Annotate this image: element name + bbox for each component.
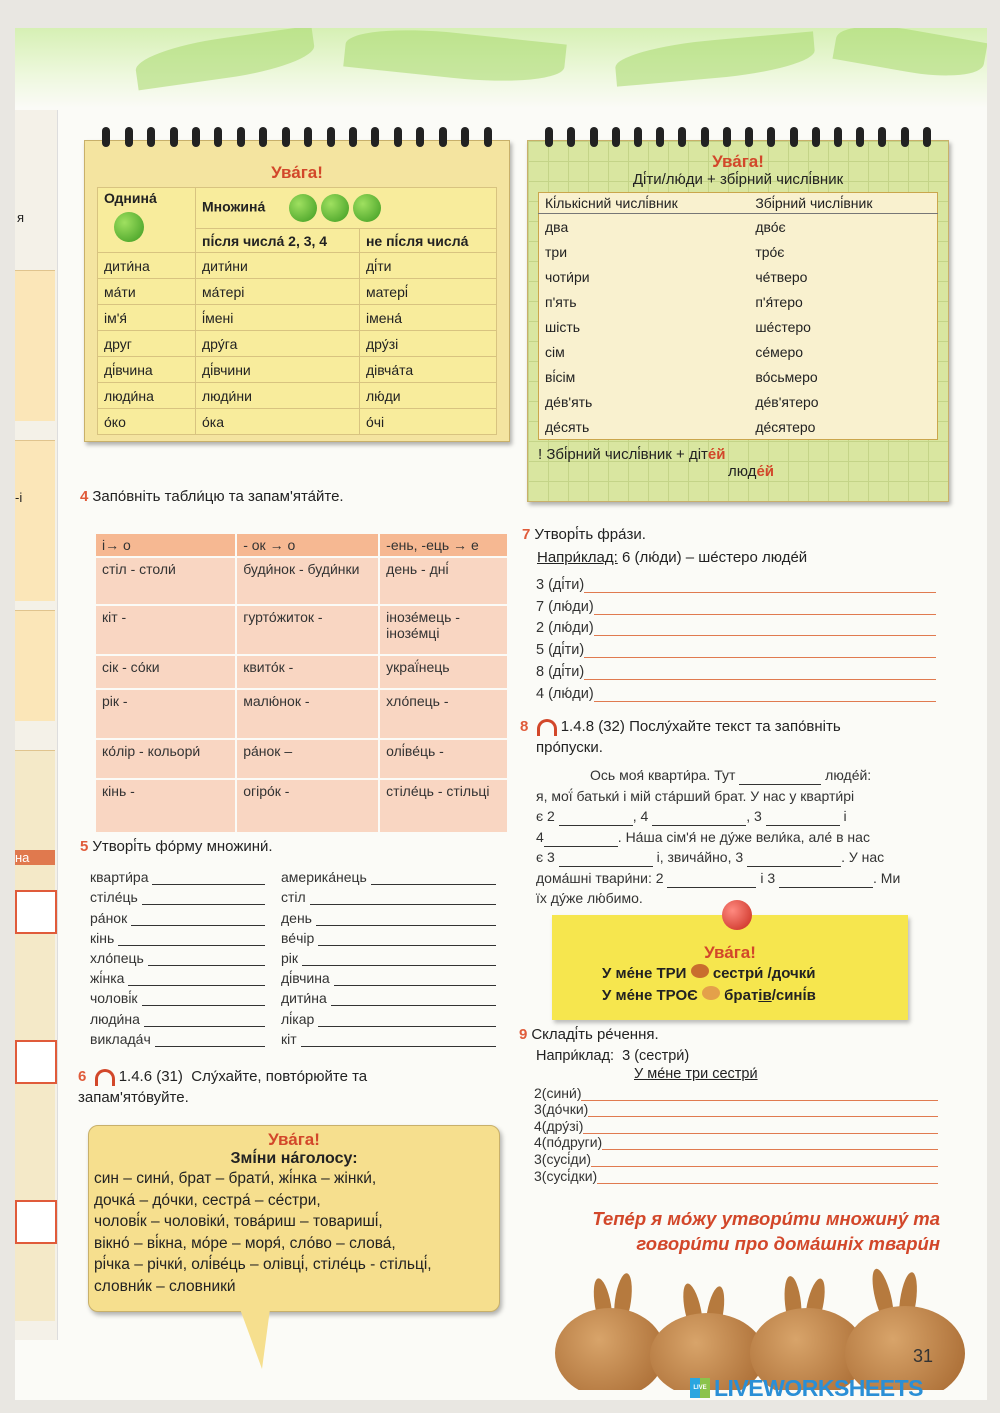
list-item (536, 658, 936, 680)
table-cell: і́мені (196, 305, 360, 331)
table-row (539, 239, 938, 264)
table-row (98, 409, 497, 435)
exercise-5-right-column (281, 865, 496, 1047)
example-label: Напри́клад: (537, 549, 618, 566)
word: лі́кар (281, 1010, 315, 1027)
rule-text: /сині́в (771, 987, 816, 1004)
answer-input[interactable] (316, 909, 496, 926)
table-cell: сім (545, 343, 565, 360)
text: і 3 (760, 869, 776, 886)
table-cell[interactable]: сік - со́ки (95, 655, 236, 689)
gap-input[interactable] (667, 870, 756, 888)
stress-subtitle: Змі́ни на́голосу: (230, 1150, 358, 1167)
liveworksheets-logo[interactable] (690, 1376, 923, 1400)
table-row (539, 264, 938, 289)
text: , 3 (746, 808, 762, 824)
exercise-9-example (536, 1048, 689, 1064)
answer-input[interactable] (142, 989, 265, 1006)
apple-icon (289, 194, 317, 222)
exercise-number: 8 (520, 718, 529, 735)
closing-line: Тепе́р я мо́жу утвори́ти множину́ та (592, 1208, 940, 1229)
list-item (90, 865, 265, 885)
list-item (534, 1167, 938, 1184)
rule-text: брат (724, 987, 759, 1004)
list-item (534, 1117, 938, 1134)
gap-input[interactable] (747, 849, 841, 867)
list-item (536, 636, 936, 658)
answer-input[interactable] (118, 929, 265, 946)
closing-line: говори́ти про дома́шніх твари́н (636, 1233, 940, 1254)
numeral-table (538, 192, 938, 440)
exercise-9-items (534, 1084, 938, 1184)
table-row (539, 214, 938, 240)
table-cell[interactable]: стіл - столи́ (95, 557, 236, 605)
exercise-number: 6 (78, 1068, 87, 1085)
col-header: - ок → о (236, 533, 379, 557)
list-item (536, 593, 936, 615)
table-row (539, 314, 938, 339)
attention-box-plural (84, 140, 510, 442)
answer-input[interactable] (371, 868, 496, 885)
answer-input[interactable] (591, 1152, 938, 1167)
spiral-binding (528, 127, 948, 153)
table-row (95, 655, 508, 689)
list-item (534, 1150, 938, 1167)
list-item (90, 885, 265, 905)
table-cell: дру́га (196, 331, 360, 357)
prompt: 3(до́чки) (534, 1101, 589, 1118)
table-row (98, 253, 497, 279)
exercise-6-title (78, 1066, 478, 1108)
gap-input[interactable] (544, 829, 618, 847)
table-cell[interactable]: гурто́житок - (236, 605, 379, 655)
table-row (95, 779, 508, 833)
table-row (98, 383, 497, 409)
table-cell: де́сять (545, 418, 590, 435)
answer-input[interactable] (155, 1030, 265, 1047)
text: 4 (536, 828, 544, 845)
table-cell: о́ка (196, 409, 360, 435)
answer-input[interactable] (602, 1135, 938, 1150)
table-cell[interactable]: день - дні́ (379, 557, 508, 605)
leaf-decoration (343, 28, 566, 89)
word: чолові́к (90, 990, 138, 1007)
table-row (98, 357, 497, 383)
answer-input[interactable] (152, 868, 265, 885)
apple-icon (321, 194, 349, 222)
table-cell[interactable]: кіт - (95, 605, 236, 655)
collective-rule-b: люд (728, 463, 757, 480)
exercise-number: 7 (522, 526, 531, 543)
prompt: 2(сини́) (534, 1084, 582, 1101)
list-item (281, 946, 496, 966)
rule-text: сестри́ /дочки́ (712, 965, 816, 982)
attention-title: Ува́га! (268, 1130, 320, 1149)
table-cell: три (545, 243, 568, 260)
table-cell[interactable]: огіро́к - (236, 779, 379, 833)
rule-text-ending: ів (758, 987, 772, 1004)
list-item (534, 1084, 938, 1101)
table-cell: імена́ (359, 305, 496, 331)
rule-text: У ме́не ТРОЄ (602, 987, 698, 1004)
text: люде́й: (825, 767, 872, 783)
text: . У нас (841, 849, 885, 865)
text: Ось моя́ кварти́ра. Тут (590, 767, 736, 783)
attention-title: Ува́га! (271, 163, 323, 182)
table-cell: чоти́ри (545, 268, 590, 285)
list-item (534, 1134, 938, 1151)
list-item (536, 571, 936, 593)
word: кварти́ра (90, 869, 149, 886)
list-item (534, 1101, 938, 1118)
table-cell[interactable]: хло́пець - (379, 689, 508, 739)
plural-table (97, 187, 497, 435)
table-cell[interactable]: інозе́мець - інозе́мці (379, 605, 508, 655)
side-text: -і (15, 490, 23, 505)
word: кіт (281, 1030, 297, 1047)
table-cell: о́чі (359, 409, 496, 435)
logo-badge-icon: LIVE (690, 1378, 710, 1398)
word: хло́пець (90, 949, 144, 966)
table-cell[interactable]: буди́нок - буди́нки (236, 557, 379, 605)
table-cell: п'ять (545, 293, 577, 310)
table-row (539, 339, 938, 364)
table-cell[interactable]: олі́ве́ць - (379, 739, 508, 779)
apple-icon (114, 212, 144, 242)
exercise-8-text (536, 765, 938, 909)
boy-face-icon (702, 986, 720, 1000)
list-item (281, 1027, 496, 1047)
exercise-7-title (522, 526, 646, 543)
table-cell: люди́ни (196, 383, 360, 409)
table-cell[interactable]: квито́к - (236, 655, 379, 689)
table-cell: де́в'ятеро (755, 393, 819, 410)
text: їх ду́же лю́бимо. (536, 890, 643, 906)
list-item (90, 905, 265, 925)
exercise-text: запам'ято́вуйте. (78, 1089, 189, 1106)
table-row (95, 689, 508, 739)
plural-fill-table (94, 532, 509, 834)
answer-input[interactable] (148, 949, 265, 966)
table-cell: матері́ (359, 279, 496, 305)
table-cell: ма́тері (196, 279, 360, 305)
table-cell: ім'я́ (98, 305, 196, 331)
word: рік (281, 949, 299, 966)
exercise-7-items (536, 571, 936, 702)
table-cell: люди́на (98, 383, 196, 409)
word: жі́нка (90, 970, 125, 987)
table-row (539, 389, 938, 414)
after-number-header: пі́сля числа́ 2, 3, 4 (196, 229, 360, 253)
side-text: я (17, 210, 25, 225)
list-item (281, 966, 496, 986)
exercise-text: Утворі́ть фо́рму множини́. (92, 838, 273, 855)
table-cell[interactable]: кінь - (95, 779, 236, 833)
word: стіле́ць (90, 889, 138, 906)
text: , 4 (632, 808, 649, 824)
table-cell: ма́ти (98, 279, 196, 305)
prompt: 4 (лю́ди) (536, 685, 594, 702)
table-cell: тро́є (755, 243, 785, 260)
text: . Ми (873, 869, 901, 886)
stress-line: вікно́ – ві́кна, мо́ре – моря́, сло́во – слова́, (94, 1234, 396, 1252)
text: дома́шні твари́ни: 2 (536, 869, 664, 886)
attention-box-three (552, 915, 908, 1020)
table-cell: ше́стеро (755, 318, 811, 335)
bubble-tail (240, 1309, 270, 1369)
answer-input[interactable] (131, 909, 265, 926)
answer-input[interactable] (302, 949, 496, 966)
collective-rule: ! Збі́рний числі́вник + діт (538, 446, 708, 463)
answer-input[interactable] (331, 989, 496, 1006)
exercise-number: 4 (80, 488, 89, 505)
answer-input[interactable] (594, 619, 936, 636)
word: кінь (90, 929, 115, 946)
answer-input[interactable] (584, 576, 936, 593)
table-cell: че́тверо (755, 268, 808, 285)
pushpin-icon (722, 900, 752, 930)
answer-input[interactable] (584, 663, 936, 680)
table-row (539, 289, 938, 314)
word: день (281, 909, 312, 926)
plural-header: Множина́ (202, 198, 266, 215)
table-cell: шість (545, 318, 581, 335)
exercise-4-title (80, 488, 344, 505)
leaf-decoration (614, 31, 817, 86)
collective-rule-ending: е́й (707, 446, 726, 463)
exercise-7-example (537, 549, 807, 566)
text: і, звича́йно, 3 (656, 849, 744, 865)
answer-input[interactable] (142, 888, 265, 905)
prompt: 2 (лю́ди) (536, 620, 594, 637)
exercise-8-title (520, 716, 841, 758)
rule-text: У ме́не ТРИ (602, 965, 687, 982)
list-item (90, 926, 265, 946)
page-number: 31 (913, 1346, 934, 1366)
prompt: 3(сусі́ди) (534, 1150, 592, 1167)
gap-input[interactable] (779, 870, 873, 888)
spiral-binding (85, 127, 509, 153)
table-cell[interactable]: ко́лір - кольори́ (95, 739, 236, 779)
attention-title: Ува́га! (704, 943, 756, 962)
collective-rule-ending: е́й (756, 463, 775, 480)
side-text: на (15, 850, 55, 865)
table-cell: де́в'ять (545, 393, 593, 410)
word: стіл (281, 889, 306, 906)
exercise-text: Послу́хайте текст та запо́вніть (629, 718, 841, 735)
text: . На́ша сім'я́ не ду́же вели́ка, але́ в нас (617, 828, 870, 845)
table-cell: дру́зі (359, 331, 496, 357)
exercise-text: Утворі́ть фра́зи. (534, 526, 646, 543)
closing-statement (520, 1206, 940, 1256)
exercise-text: про́пуски. (536, 739, 603, 756)
text: є 2 (536, 808, 555, 824)
answer-input[interactable] (583, 1119, 938, 1134)
gap-input[interactable] (559, 808, 633, 826)
attention-box-collective (527, 140, 949, 502)
example-label: Напри́клад: (536, 1048, 615, 1064)
prompt: 5 (ді́ти) (536, 642, 585, 659)
table-cell: ді́ти (359, 253, 496, 279)
gap-input[interactable] (652, 808, 746, 826)
cardinal-header: Кі́лькісний числі́вник (539, 193, 750, 214)
headphones-icon[interactable] (537, 719, 557, 736)
text: я, мої́ батьки́ і мій ста́рший брат. У нас у кварти́рі (536, 787, 855, 804)
answer-input[interactable] (318, 1010, 496, 1027)
list-item (536, 680, 936, 702)
exercise-number: 5 (80, 838, 89, 855)
table-cell: ві́сім (545, 368, 576, 385)
gap-input[interactable] (739, 767, 821, 785)
table-cell: лю́ди (359, 383, 496, 409)
list-item (281, 885, 496, 905)
exercise-5-left-column (90, 865, 265, 1047)
audio-code: 1.4.6 (31) (118, 1068, 183, 1085)
answer-input[interactable] (334, 969, 496, 986)
list-item (281, 926, 496, 946)
prompt: 3(сусі́дки) (534, 1167, 598, 1184)
word: америка́нець (281, 869, 367, 886)
rabbits-photo (545, 1268, 985, 1390)
table-cell[interactable]: стіле́ць - стільці (379, 779, 508, 833)
exercise-number: 9 (519, 1026, 528, 1043)
example-answer: У ме́не три сестри́ (634, 1066, 758, 1082)
table-cell: дити́ни (196, 253, 360, 279)
table-cell: дівча́та (359, 357, 496, 383)
stress-line: син – сини́, брат – брати́, жі́нка – жінки́, (94, 1170, 377, 1187)
answer-input[interactable] (128, 969, 265, 986)
not-after-number-header: не пі́сля числа́ (359, 229, 496, 253)
list-item (281, 905, 496, 925)
table-cell[interactable]: малю́нок - (236, 689, 379, 739)
table-cell[interactable]: украї́нець (379, 655, 508, 689)
list-item (90, 1027, 265, 1047)
answer-input[interactable] (318, 929, 496, 946)
answer-input[interactable] (597, 1169, 938, 1184)
logo-text: LIVEWORKSHEETS (714, 1374, 923, 1401)
list-item (281, 865, 496, 885)
exercise-9-title (519, 1026, 659, 1043)
singular-header: Однина́ (104, 190, 157, 206)
table-cell: во́сьмеро (755, 368, 818, 385)
top-banner (15, 28, 987, 108)
list-item (90, 986, 265, 1006)
prompt: 8 (ді́ти) (536, 663, 585, 680)
list-item (536, 615, 936, 637)
word: дити́на (281, 990, 327, 1007)
stress-change-box (88, 1125, 500, 1312)
stress-line: словни́к – словники́ (94, 1277, 236, 1295)
leaf-decoration (832, 28, 987, 85)
stress-line: дочка́ – до́чки, сестра́ – се́стри, (94, 1191, 321, 1209)
example-text: 3 (сестри́) (622, 1048, 690, 1064)
word: люди́на (90, 1010, 140, 1027)
table-row (539, 414, 938, 440)
word: ве́чір (281, 929, 315, 946)
exercise-5-title (80, 838, 273, 855)
col-header: -ень, -ець → е (379, 533, 508, 557)
exercise-text: Складі́ть ре́чення. (531, 1026, 659, 1043)
answer-input[interactable] (588, 1102, 938, 1117)
table-cell: ді́вчина (98, 357, 196, 383)
list-item (90, 1006, 265, 1026)
table-row (98, 305, 497, 331)
stress-line: чолові́к – чоловіки́, това́риш – товариші́, (94, 1213, 383, 1230)
table-cell: п'я́теро (755, 293, 803, 310)
table-cell[interactable]: рік - (95, 689, 236, 739)
exercise-text: Запо́вніть табли́цю та запам'ята́йте. (92, 488, 344, 505)
answer-input[interactable] (581, 1086, 938, 1101)
word: виклада́ч (90, 1030, 151, 1047)
table-row (98, 331, 497, 357)
table-cell: два (545, 218, 569, 235)
table-cell[interactable]: ра́нок – (236, 739, 379, 779)
answer-input[interactable] (594, 685, 936, 702)
collective-header: Збі́рний числі́вник (749, 193, 937, 214)
text: є 3 (536, 849, 555, 865)
list-item (281, 1006, 496, 1026)
answer-input[interactable] (594, 598, 936, 615)
prompt: 4(дру́зі) (534, 1117, 584, 1134)
table-row (98, 279, 497, 305)
answer-input[interactable] (144, 1010, 265, 1027)
table-cell: ді́вчини (196, 357, 360, 383)
list-item (90, 946, 265, 966)
exercise-text: Слу́хайте, повто́рюйте та (191, 1068, 368, 1085)
table-row (539, 364, 938, 389)
left-page-edge (15, 110, 58, 1340)
girl-face-icon (691, 964, 709, 978)
prompt: 3 (ді́ти) (536, 576, 585, 593)
word: ді́вчина (281, 970, 330, 987)
list-item (90, 966, 265, 986)
answer-input[interactable] (301, 1030, 496, 1047)
table-cell: о́ко (98, 409, 196, 435)
table-cell: друг (98, 331, 196, 357)
table-cell: де́сятеро (755, 418, 816, 435)
table-row (95, 605, 508, 655)
text: і (843, 808, 847, 824)
audio-code: 1.4.8 (32) (560, 718, 625, 735)
table-cell: дити́на (98, 253, 196, 279)
table-cell: се́меро (755, 343, 804, 360)
gap-input[interactable] (766, 808, 840, 826)
table-cell: дво́є (755, 218, 786, 235)
gap-input[interactable] (559, 849, 653, 867)
answer-input[interactable] (584, 641, 936, 658)
table-row (95, 739, 508, 779)
exercise-4-panel (94, 532, 509, 822)
attention-title: Ува́га! (712, 152, 764, 171)
apple-icon (353, 194, 381, 222)
leaf-decoration (133, 28, 317, 90)
prompt: 4(по́други) (534, 1134, 603, 1151)
headphones-icon[interactable] (95, 1069, 115, 1086)
collective-subtitle: Ді́ти/лю́ди + збі́рний числі́вник (632, 171, 844, 188)
list-item (281, 986, 496, 1006)
answer-input[interactable] (310, 888, 496, 905)
table-row (95, 557, 508, 605)
word: ра́нок (90, 909, 128, 926)
example-text: 6 (лю́ди) – ше́стеро люде́й (621, 549, 808, 566)
stress-line: рі́чка – річки́, олі́ве́ць – олівці́, стіле́ць - стільці́, (94, 1256, 432, 1273)
col-header: і→ о (95, 533, 236, 557)
prompt: 7 (лю́ди) (536, 598, 594, 615)
